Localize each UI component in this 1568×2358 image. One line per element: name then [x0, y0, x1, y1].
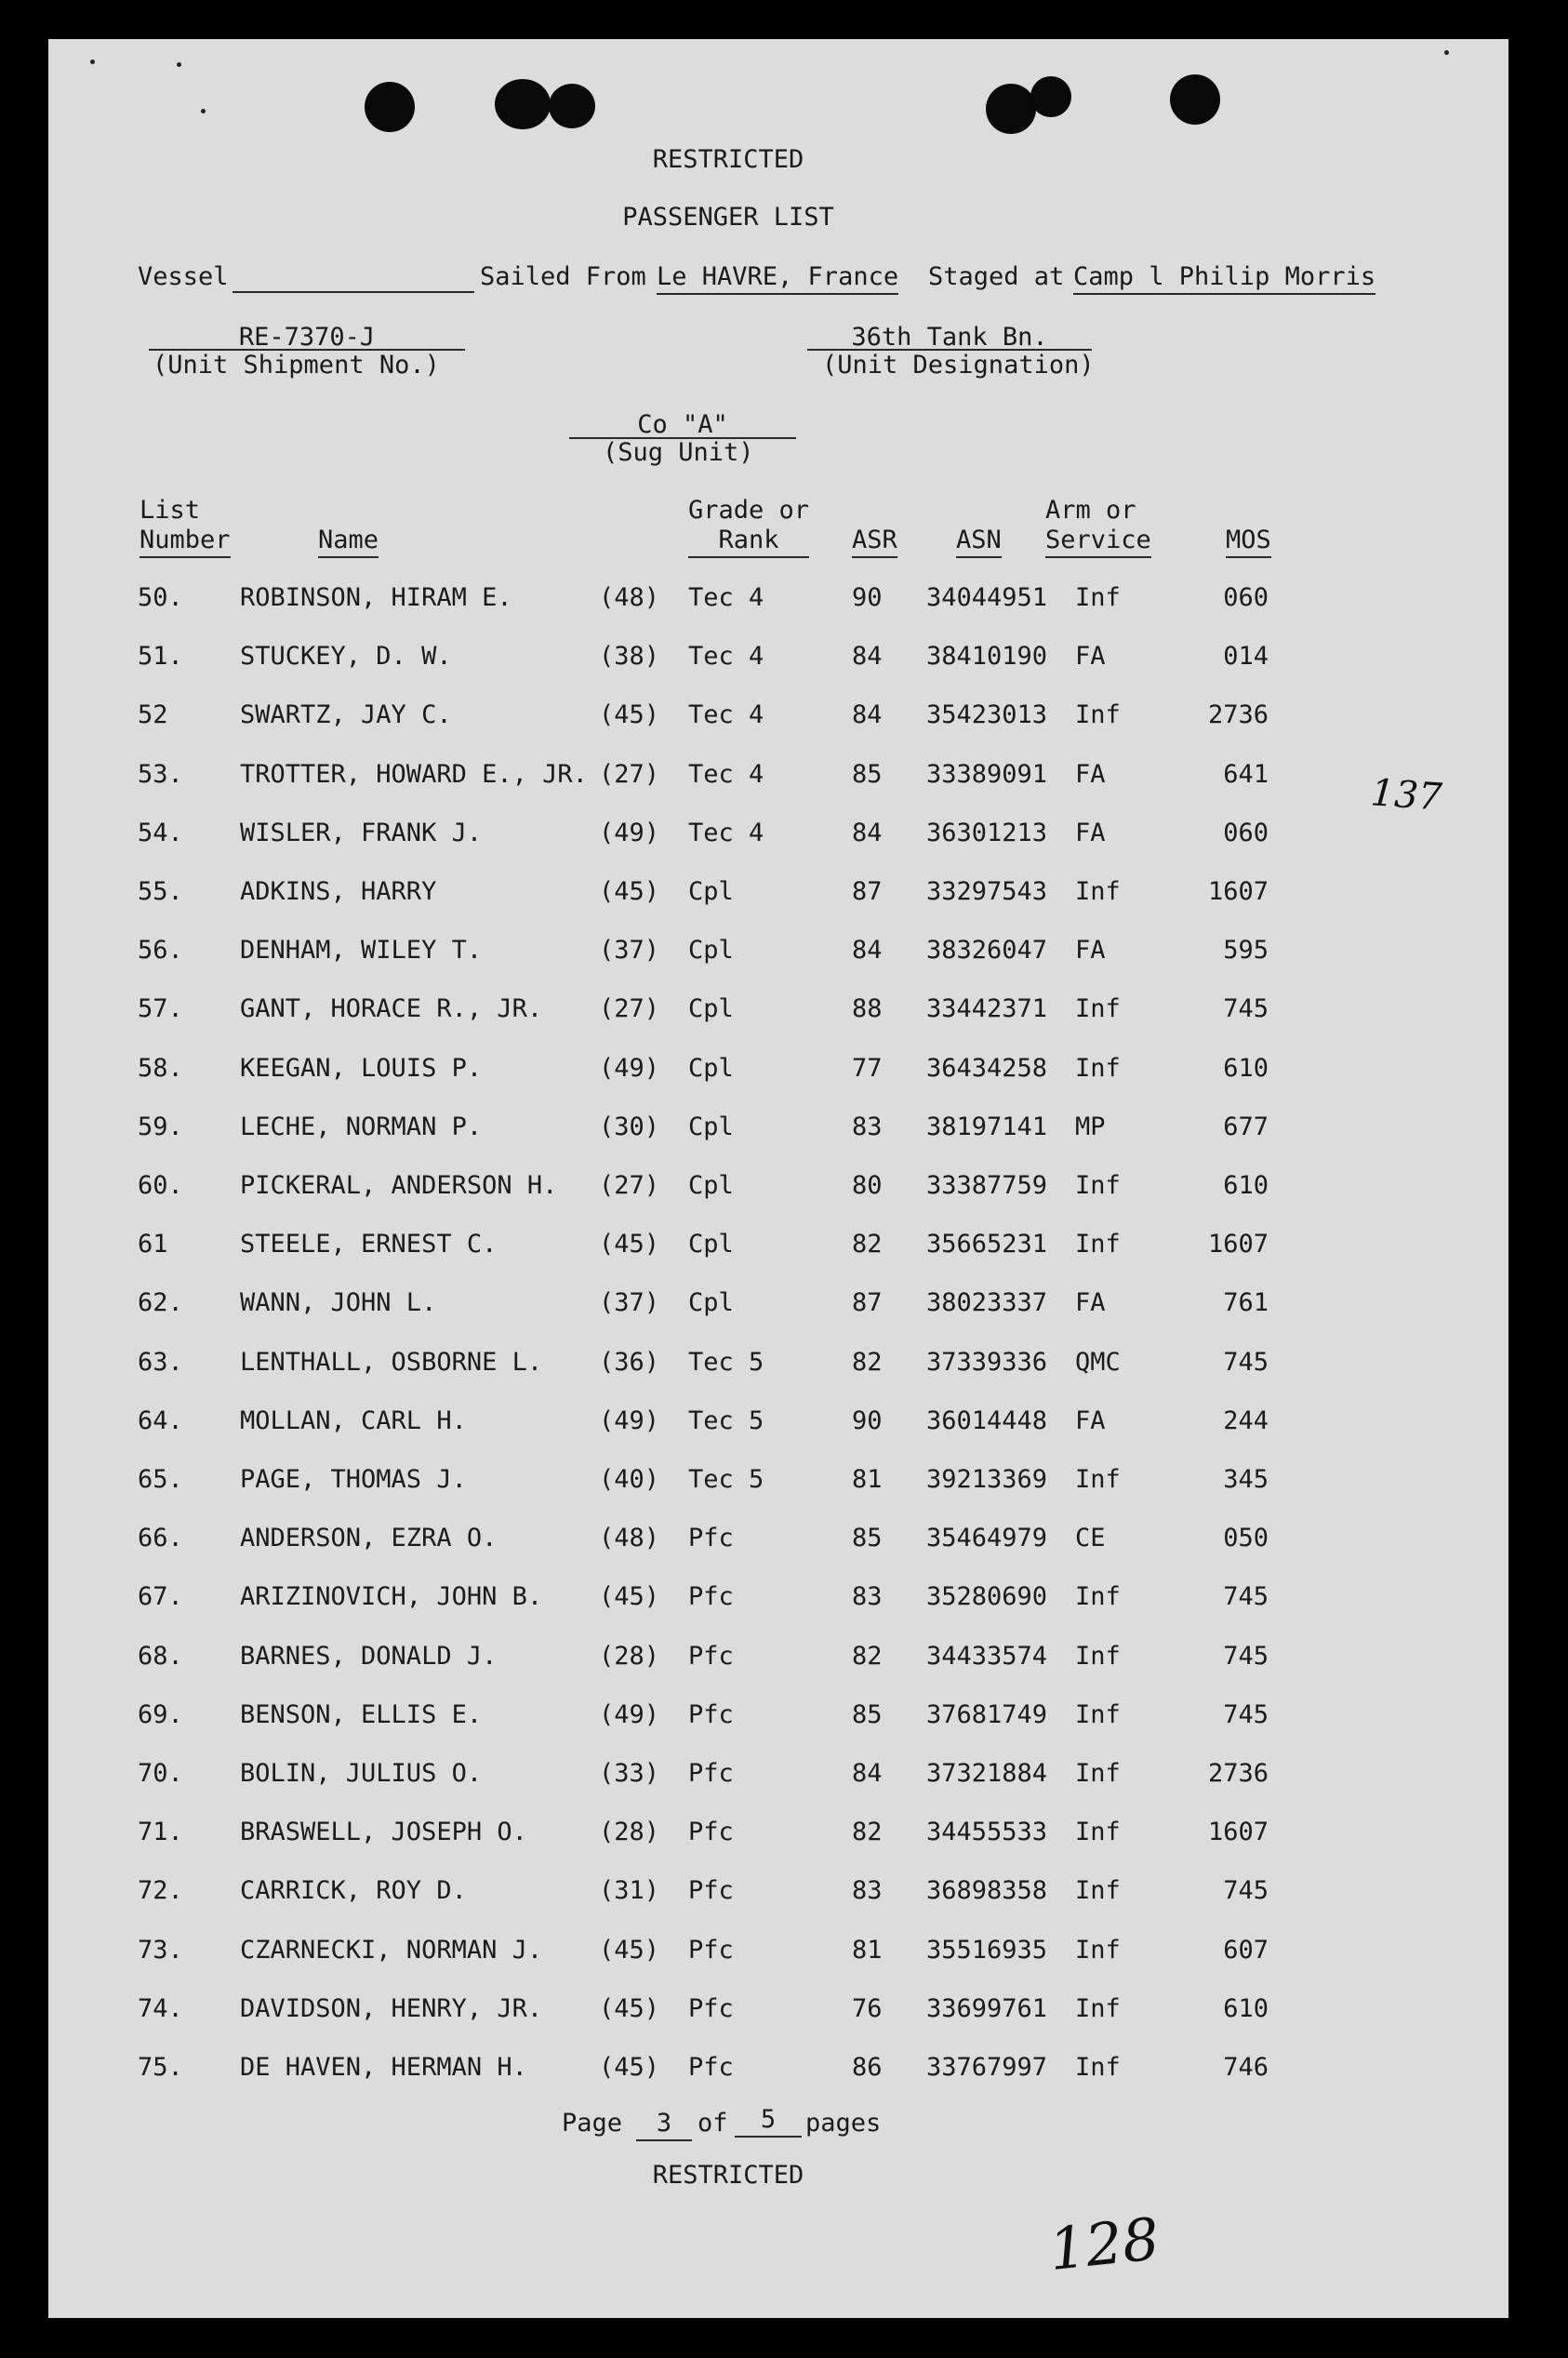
speck: [177, 62, 181, 67]
age-cell: (45): [599, 700, 660, 729]
grade-cell: Cpl: [688, 1171, 734, 1200]
name-cell: PAGE, THOMAS J.: [240, 1465, 467, 1494]
grade-cell: Cpl: [688, 877, 734, 906]
unit-shipment-no: RE-7370-J: [238, 323, 376, 352]
asn-cell: 39213369: [926, 1465, 1048, 1494]
asr-cell: 84: [852, 1759, 883, 1788]
age-cell: (30): [599, 1112, 660, 1141]
asn-cell: 34044951: [926, 583, 1048, 612]
name-cell: MOLLAN, CARL H.: [240, 1406, 467, 1435]
arm-service-cell: FA: [1075, 642, 1106, 671]
list-number-cell: 67.: [138, 1582, 183, 1611]
asn-cell: 36014448: [926, 1406, 1048, 1435]
arm-service-cell: Inf: [1075, 1994, 1121, 2023]
grade-cell: Cpl: [688, 936, 734, 965]
name-cell: BOLIN, JULIUS O.: [240, 1759, 483, 1788]
grade-cell: Pfc: [688, 1582, 734, 1611]
table-row: [0, 1464, 1568, 1501]
speck: [1444, 50, 1449, 55]
grade-cell: Pfc: [688, 1818, 734, 1846]
list-number-cell: 60.: [138, 1171, 183, 1200]
mos-cell: 745: [1223, 1876, 1269, 1905]
age-cell: (38): [599, 642, 660, 671]
grade-cell: Tec 5: [688, 1406, 764, 1435]
mos-cell: 677: [1223, 1112, 1269, 1141]
col-grade-2: Rank: [688, 525, 809, 558]
grade-cell: Tec 4: [688, 583, 764, 612]
age-cell: (27): [599, 760, 660, 789]
punch-hole: [365, 82, 415, 132]
table-row: [0, 1935, 1568, 1972]
arm-service-cell: CE: [1075, 1524, 1106, 1552]
age-cell: (33): [599, 1759, 660, 1788]
arm-service-cell: FA: [1075, 936, 1106, 965]
table-row: [0, 1993, 1568, 2031]
list-number-cell: 66.: [138, 1524, 183, 1552]
unit-designation: 36th Tank Bn.: [851, 323, 1048, 352]
name-cell: WANN, JOHN L.: [240, 1288, 437, 1317]
arm-service-cell: FA: [1075, 1406, 1106, 1435]
asn-cell: 38197141: [926, 1112, 1048, 1141]
asn-cell: 35423013: [926, 700, 1048, 729]
punch-hole: [495, 79, 551, 129]
arm-service-cell: Inf: [1075, 1936, 1121, 1965]
mos-cell: 1607: [1207, 1818, 1269, 1846]
name-cell: LENTHALL, OSBORNE L.: [240, 1348, 543, 1377]
list-number-cell: 74.: [138, 1994, 183, 2023]
arm-service-cell: Inf: [1075, 1230, 1121, 1259]
age-cell: (49): [599, 1406, 660, 1435]
arm-service-cell: Inf: [1075, 877, 1121, 906]
asn-cell: 38410190: [926, 642, 1048, 671]
mos-cell: 610: [1223, 1054, 1269, 1083]
asr-cell: 82: [852, 1230, 883, 1259]
name-cell: SWARTZ, JAY C.: [240, 700, 452, 729]
handwritten-margin-number: 137: [1369, 771, 1443, 819]
age-cell: (27): [599, 994, 660, 1023]
asr-cell: 77: [852, 1054, 883, 1083]
list-number-cell: 71.: [138, 1818, 183, 1846]
staged-value: Camp l Philip Morris: [1073, 261, 1375, 295]
mos-cell: 745: [1223, 1642, 1269, 1671]
name-cell: CARRICK, ROY D.: [240, 1876, 467, 1905]
asn-cell: 33442371: [926, 994, 1048, 1023]
page-label: Page: [562, 2109, 623, 2138]
arm-service-cell: Inf: [1075, 1582, 1121, 1611]
table-row: [0, 1229, 1568, 1266]
arm-service-cell: Inf: [1075, 1642, 1121, 1671]
grade-cell: Pfc: [688, 1524, 734, 1552]
sub-unit: Co "A": [637, 410, 728, 439]
name-cell: STEELE, ERNEST C.: [240, 1230, 498, 1259]
list-number-cell: 52: [138, 700, 168, 729]
asr-cell: 84: [852, 700, 883, 729]
name-cell: CZARNECKI, NORMAN J.: [240, 1936, 543, 1965]
asr-cell: 84: [852, 936, 883, 965]
table-row: [0, 1170, 1568, 1207]
age-cell: (31): [599, 1876, 660, 1905]
punch-hole: [986, 84, 1036, 134]
arm-service-cell: MP: [1075, 1112, 1106, 1141]
name-cell: DENHAM, WILEY T.: [240, 936, 483, 965]
grade-cell: Pfc: [688, 1642, 734, 1671]
asr-cell: 82: [852, 1818, 883, 1846]
list-number-cell: 73.: [138, 1936, 183, 1965]
table-row: [0, 1875, 1568, 1912]
list-number-cell: 70.: [138, 1759, 183, 1788]
asn-cell: 35280690: [926, 1582, 1048, 1611]
col-grade-1: Grade or: [688, 496, 810, 525]
name-cell: ANDERSON, EZRA O.: [240, 1524, 498, 1552]
grade-cell: Tec 4: [688, 700, 764, 729]
grade-cell: Tec 4: [688, 819, 764, 847]
arm-service-cell: Inf: [1075, 1818, 1121, 1846]
table-row: [0, 2052, 1568, 2089]
arm-service-cell: Inf: [1075, 2053, 1121, 2082]
table-row: [0, 1347, 1568, 1384]
table-row: [0, 935, 1568, 972]
asn-cell: 35665231: [926, 1230, 1048, 1259]
mos-cell: 050: [1223, 1524, 1269, 1552]
of-label: of: [698, 2109, 728, 2138]
grade-cell: Pfc: [688, 1759, 734, 1788]
asn-cell: 33699761: [926, 1994, 1048, 2023]
age-cell: (45): [599, 1582, 660, 1611]
asr-cell: 86: [852, 2053, 883, 2082]
name-cell: TROTTER, HOWARD E., JR.: [240, 760, 588, 789]
table-row: [0, 582, 1568, 619]
grade-cell: Cpl: [688, 1230, 734, 1259]
arm-service-cell: FA: [1075, 760, 1106, 789]
col-asr: ASR: [852, 525, 897, 558]
list-number-cell: 57.: [138, 994, 183, 1023]
vessel-label: Vessel: [138, 262, 229, 291]
staged-label: Staged at: [928, 262, 1065, 291]
asn-cell: 37321884: [926, 1759, 1048, 1788]
asr-cell: 84: [852, 819, 883, 847]
page-number: 3: [636, 2108, 692, 2141]
age-cell: (37): [599, 1288, 660, 1317]
asn-cell: 35464979: [926, 1524, 1048, 1552]
grade-cell: Tec 4: [688, 642, 764, 671]
list-number-cell: 62.: [138, 1288, 183, 1317]
pages-label: pages: [805, 2109, 882, 2138]
col-list-number-2: Number: [140, 525, 231, 558]
name-cell: GANT, HORACE R., JR.: [240, 994, 543, 1023]
list-number-cell: 68.: [138, 1642, 183, 1671]
asn-cell: 34433574: [926, 1642, 1048, 1671]
sailed-value: Le HAVRE, France: [657, 261, 898, 295]
handwritten-bottom-number: 128: [1045, 2205, 1163, 2284]
col-asn: ASN: [956, 525, 1002, 558]
mos-cell: 761: [1223, 1288, 1269, 1317]
col-name: Name: [318, 525, 379, 558]
list-number-cell: 54.: [138, 819, 183, 847]
mos-cell: 745: [1223, 1700, 1269, 1729]
grade-cell: Pfc: [688, 1876, 734, 1905]
age-cell: (45): [599, 2053, 660, 2082]
grade-cell: Tec 5: [688, 1465, 764, 1494]
name-cell: ARIZINOVICH, JOHN B.: [240, 1582, 543, 1611]
table-row: [0, 1641, 1568, 1678]
grade-cell: Cpl: [688, 1112, 734, 1141]
table-row: [0, 1817, 1568, 1854]
table-row: [0, 1523, 1568, 1560]
col-arm-2: Service: [1045, 525, 1151, 558]
table-row: [0, 1405, 1568, 1443]
mos-cell: 1607: [1207, 1230, 1269, 1259]
asr-cell: 80: [852, 1171, 883, 1200]
col-mos: MOS: [1226, 525, 1271, 558]
grade-cell: Pfc: [688, 1700, 734, 1729]
restricted-bottom: RESTRICTED: [652, 2161, 804, 2190]
table-row: [0, 1287, 1568, 1325]
asn-cell: 33389091: [926, 760, 1048, 789]
list-number-cell: 63.: [138, 1348, 183, 1377]
age-cell: (28): [599, 1818, 660, 1846]
table-row: [0, 641, 1568, 678]
arm-service-cell: Inf: [1075, 1171, 1121, 1200]
table-row: [0, 1581, 1568, 1619]
unit-shipment-caption: (Unit Shipment No.): [153, 351, 440, 380]
asn-cell: 38326047: [926, 936, 1048, 965]
grade-cell: Cpl: [688, 1054, 734, 1083]
grade-cell: Tec 4: [688, 760, 764, 789]
mos-cell: 746: [1223, 2053, 1269, 2082]
asr-cell: 76: [852, 1994, 883, 2023]
mos-cell: 2736: [1207, 700, 1269, 729]
arm-service-cell: QMC: [1075, 1348, 1121, 1377]
asr-cell: 90: [852, 583, 883, 612]
col-arm-1: Arm or: [1045, 496, 1136, 525]
mos-cell: 1607: [1207, 877, 1269, 906]
age-cell: (49): [599, 1054, 660, 1083]
name-cell: WISLER, FRANK J.: [240, 819, 483, 847]
arm-service-cell: FA: [1075, 1288, 1106, 1317]
list-number-cell: 75.: [138, 2053, 183, 2082]
table-row: [0, 876, 1568, 913]
list-number-cell: 72.: [138, 1876, 183, 1905]
age-cell: (27): [599, 1171, 660, 1200]
mos-cell: 610: [1223, 1994, 1269, 2023]
table-row: [0, 1112, 1568, 1149]
asn-cell: 36898358: [926, 1876, 1048, 1905]
asr-cell: 83: [852, 1582, 883, 1611]
document-title: PASSENGER LIST: [622, 203, 834, 232]
asr-cell: 85: [852, 1524, 883, 1552]
asr-cell: 85: [852, 760, 883, 789]
name-cell: ADKINS, HARRY: [240, 877, 437, 906]
asn-cell: 35516935: [926, 1936, 1048, 1965]
asn-cell: 34455533: [926, 1818, 1048, 1846]
asn-cell: 36301213: [926, 819, 1048, 847]
name-cell: KEEGAN, LOUIS P.: [240, 1054, 483, 1083]
mos-cell: 2736: [1207, 1759, 1269, 1788]
mos-cell: 745: [1223, 1348, 1269, 1377]
age-cell: (45): [599, 1230, 660, 1259]
arm-service-cell: Inf: [1075, 1876, 1121, 1905]
asn-cell: 36434258: [926, 1054, 1048, 1083]
asn-cell: 33387759: [926, 1171, 1048, 1200]
grade-cell: Pfc: [688, 2053, 734, 2082]
name-cell: BRASWELL, JOSEPH O.: [240, 1818, 527, 1846]
asr-cell: 90: [852, 1406, 883, 1435]
list-number-cell: 65.: [138, 1465, 183, 1494]
mos-cell: 345: [1223, 1465, 1269, 1494]
arm-service-cell: Inf: [1075, 1759, 1121, 1788]
name-cell: LECHE, NORMAN P.: [240, 1112, 483, 1141]
page-total: 5: [735, 2104, 802, 2138]
grade-cell: Pfc: [688, 1936, 734, 1965]
list-number-cell: 58.: [138, 1054, 183, 1083]
name-cell: DE HAVEN, HERMAN H.: [240, 2053, 527, 2082]
mos-cell: 610: [1223, 1171, 1269, 1200]
mos-cell: 060: [1223, 819, 1269, 847]
age-cell: (45): [599, 1936, 660, 1965]
list-number-cell: 69.: [138, 1700, 183, 1729]
arm-service-cell: Inf: [1075, 994, 1121, 1023]
speck: [90, 60, 95, 64]
asn-cell: 33767997: [926, 2053, 1048, 2082]
table-row: [0, 1053, 1568, 1090]
punch-hole: [1170, 74, 1220, 125]
list-number-cell: 61: [138, 1230, 168, 1259]
name-cell: BARNES, DONALD J.: [240, 1642, 498, 1671]
arm-service-cell: FA: [1075, 819, 1106, 847]
asr-cell: 88: [852, 994, 883, 1023]
arm-service-cell: Inf: [1075, 700, 1121, 729]
mos-cell: 060: [1223, 583, 1269, 612]
name-cell: STUCKEY, D. W.: [240, 642, 452, 671]
name-cell: PICKERAL, ANDERSON H.: [240, 1171, 558, 1200]
speck: [201, 109, 206, 113]
restricted-top: RESTRICTED: [652, 145, 804, 174]
age-cell: (49): [599, 819, 660, 847]
table-row: [0, 818, 1568, 855]
grade-cell: Tec 5: [688, 1348, 764, 1377]
grade-cell: Cpl: [688, 994, 734, 1023]
age-cell: (37): [599, 936, 660, 965]
col-list-number-1: List: [140, 496, 201, 525]
age-cell: (48): [599, 1524, 660, 1552]
list-number-cell: 59.: [138, 1112, 183, 1141]
unit-designation-caption: (Unit Designation): [822, 351, 1095, 380]
arm-service-cell: Inf: [1075, 1465, 1121, 1494]
name-cell: BENSON, ELLIS E.: [240, 1700, 483, 1729]
arm-service-cell: Inf: [1075, 1700, 1121, 1729]
name-cell: DAVIDSON, HENRY, JR.: [240, 1994, 543, 2023]
punch-hole: [1030, 76, 1071, 117]
grade-cell: Cpl: [688, 1288, 734, 1317]
mos-cell: 607: [1223, 1936, 1269, 1965]
age-cell: (48): [599, 583, 660, 612]
list-number-cell: 55.: [138, 877, 183, 906]
age-cell: (36): [599, 1348, 660, 1377]
age-cell: (45): [599, 877, 660, 906]
table-row: [0, 1699, 1568, 1737]
mos-cell: 244: [1223, 1406, 1269, 1435]
asn-cell: 37339336: [926, 1348, 1048, 1377]
table-row: [0, 699, 1568, 737]
asr-cell: 83: [852, 1876, 883, 1905]
asr-cell: 81: [852, 1465, 883, 1494]
asr-cell: 81: [852, 1936, 883, 1965]
mos-cell: 641: [1223, 760, 1269, 789]
age-cell: (40): [599, 1465, 660, 1494]
asn-cell: 38023337: [926, 1288, 1048, 1317]
mos-cell: 745: [1223, 1582, 1269, 1611]
vessel-blank: [233, 291, 474, 293]
asn-cell: 33297543: [926, 877, 1048, 906]
asr-cell: 82: [852, 1348, 883, 1377]
list-number-cell: 51.: [138, 642, 183, 671]
list-number-cell: 56.: [138, 936, 183, 965]
list-number-cell: 53.: [138, 760, 183, 789]
arm-service-cell: Inf: [1075, 583, 1121, 612]
arm-service-cell: Inf: [1075, 1054, 1121, 1083]
mos-cell: 745: [1223, 994, 1269, 1023]
asr-cell: 87: [852, 1288, 883, 1317]
sailed-label: Sailed From: [480, 262, 646, 291]
mos-cell: 595: [1223, 936, 1269, 965]
asr-cell: 84: [852, 642, 883, 671]
age-cell: (28): [599, 1642, 660, 1671]
age-cell: (45): [599, 1994, 660, 2023]
age-cell: (49): [599, 1700, 660, 1729]
punch-hole: [549, 84, 595, 128]
list-number-cell: 64.: [138, 1406, 183, 1435]
asn-cell: 37681749: [926, 1700, 1048, 1729]
grade-cell: Pfc: [688, 1994, 734, 2023]
asr-cell: 83: [852, 1112, 883, 1141]
table-row: [0, 759, 1568, 796]
asr-cell: 87: [852, 877, 883, 906]
table-row: [0, 1758, 1568, 1795]
name-cell: ROBINSON, HIRAM E.: [240, 583, 512, 612]
asr-cell: 85: [852, 1700, 883, 1729]
sub-unit-caption: (Sug Unit): [603, 438, 754, 467]
table-row: [0, 993, 1568, 1031]
asr-cell: 82: [852, 1642, 883, 1671]
mos-cell: 014: [1223, 642, 1269, 671]
list-number-cell: 50.: [138, 583, 183, 612]
